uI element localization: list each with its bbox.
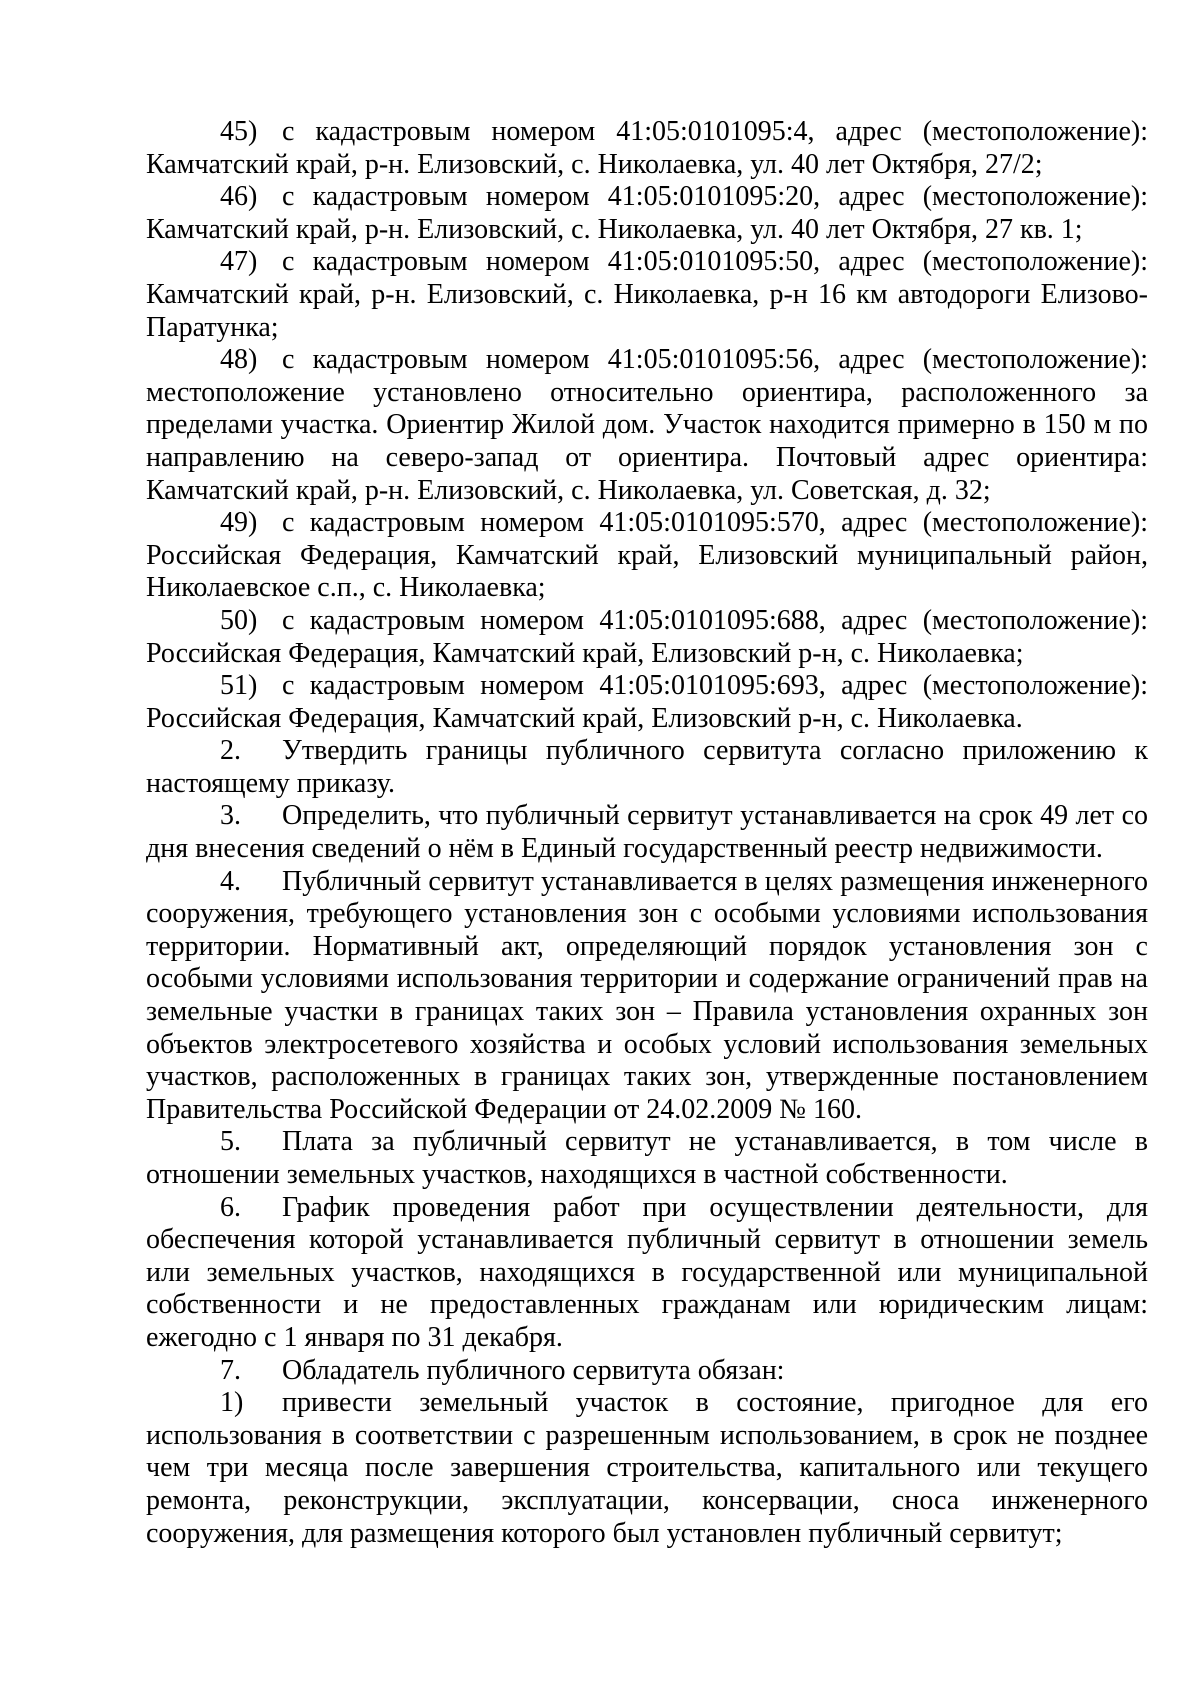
clause-text: Публичный сервитут устанавливается в целях размещения инженерного сооружения, требующего установления зон с особыми условиями использования территории. Нормативный акт, определяющий порядок установления зон с особыми условиями использования территории и содержание ограничений прав на земельные участки в границах таких зон – Правила установления охранных зон объектов электросетевого хозяйства и особых условий использования земельных участков, расположенных в границах таких зон, утвержденные постановлением Правительства Российской Федерации от 24.02.2009 № 160. (146, 865, 1148, 1125)
clause-number: 5. (220, 1126, 241, 1158)
item-number: 45) (220, 116, 258, 147)
clause-text: Определить, что публичный сервитут устанавливается на срок 49 лет со дня внесения сведений о нём в Единый государственный реестр недвижимости. (146, 800, 1148, 865)
clause-number: 2. (220, 735, 241, 767)
clause-7 (146, 1355, 1148, 1388)
item-text: с кадастровым номером 41:05:0101095:693, адрес (местоположение): Российская Федерация, Камчатский край, Елизовский р-н, с. Николаевка. (146, 670, 1148, 734)
paragraph-46 (146, 181, 1148, 246)
clause-number: 3. (220, 800, 241, 832)
clause-number: 4. (220, 865, 241, 897)
clause-3 (146, 800, 1148, 865)
clause-number: 7. (220, 1354, 241, 1386)
clause-text: Плата за публичный сервитут не устанавливается, в том числе в отношении земельных участков, находящихся в частной собственности. (146, 1126, 1148, 1190)
item-number: 46) (220, 181, 258, 213)
item-text: с кадастровым номером 41:05:0101095:56, адрес (местоположение): местоположение установлено относительно ориентира, расположенного за пределами участка. Ориентир Жилой дом. Участок находится примерно в 150 м по направлению на северо-запад от ориентира. Почтовый адрес ориентира: Камчатский край, р-н. Елизовский, с. Николаевка, ул. Советская, д. 32; (146, 344, 1148, 506)
item-number: 47) (220, 246, 258, 278)
clause-5 (146, 1126, 1148, 1191)
item-text: с кадастровым номером 41:05:0101095:688, адрес (местоположение): Российская Федерация, Камчатский край, Елизовский р-н, с. Николаевка; (146, 604, 1148, 669)
item-text: с кадастровым номером 41:05:0101095:4, адрес (местоположение): Камчатский край, р-н. Елизовский, с. Николаевка, ул. 40 лет Октября, 27/2; (146, 116, 1148, 180)
subclause-7-1 (146, 1387, 1148, 1550)
item-number: 49) (220, 507, 258, 539)
item-number: 51) (220, 670, 258, 702)
clause-number: 6. (220, 1191, 241, 1223)
item-text: с кадастровым номером 41:05:0101095:50, адрес (местоположение): Камчатский край, р-н. Елизовский, с. Николаевка, р-н 16 км автодороги Елизово-Паратунка; (146, 246, 1148, 343)
item-number: 48) (220, 344, 258, 376)
paragraph-48 (146, 344, 1148, 507)
item-text: с кадастровым номером 41:05:0101095:20, адрес (местоположение): Камчатский край, р-н. Елизовский, с. Николаевка, ул. 40 лет Октября, 27 кв. 1; (146, 181, 1148, 245)
subclause-text: привести земельный участок в состояние, пригодное для его использования в соответствии с разрешенным использованием, в срок не позднее чем три месяца после завершения строительства, капитального или текущего ремонта, реконструкции, эксплуатации, консервации, сноса инженерного сооружения, для размещения которого был установлен публичный сервитут; (146, 1387, 1148, 1549)
item-number: 50) (220, 604, 258, 636)
paragraph-45 (146, 116, 1148, 181)
paragraph-50 (146, 605, 1148, 670)
clause-6 (146, 1192, 1148, 1355)
paragraph-49 (146, 507, 1148, 605)
paragraph-51 (146, 670, 1148, 735)
clause-4 (146, 866, 1148, 1127)
paragraph-47 (146, 246, 1148, 344)
item-text: с кадастровым номером 41:05:0101095:570, адрес (местоположение): Российская Федерация, Камчатский край, Елизовский муниципальный район, Николаевское с.п., с. Николаевка; (146, 507, 1148, 604)
clause-text: Утвердить границы публичного сервитута согласно приложению к настоящему приказу. (146, 735, 1148, 799)
subclause-number: 1) (220, 1387, 244, 1419)
clause-text: График проведения работ при осуществлении деятельности, для обеспечения которой устанавливается публичный сервитут в отношении земель или земельных участков, находящихся в государственной или муниципальной собственности и не предоставленных гражданам или юридическим лицам: ежегодно с 1 января по 31 декабря. (146, 1191, 1148, 1353)
clause-text: Обладатель публичного сервитута обязан: (282, 1354, 785, 1386)
clause-2 (146, 735, 1148, 800)
